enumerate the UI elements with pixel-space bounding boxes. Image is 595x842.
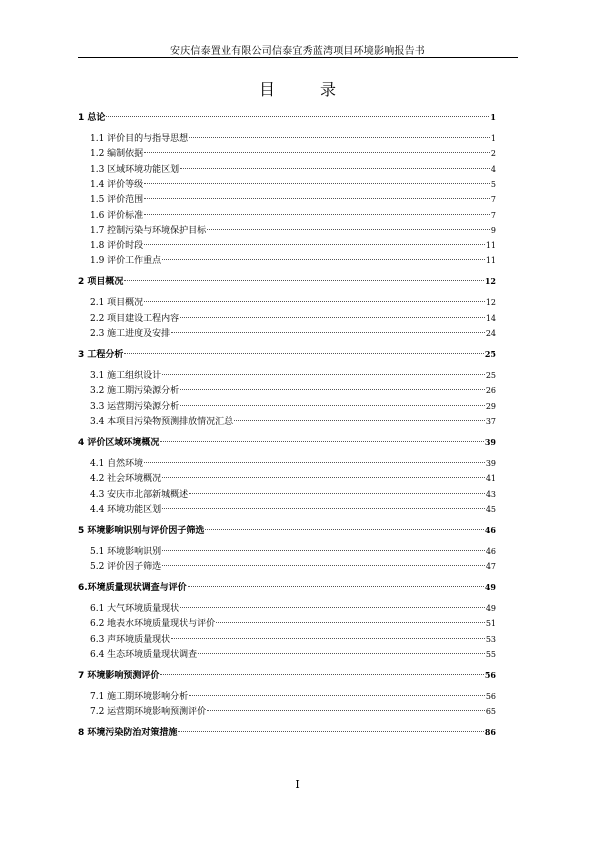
- toc-entry-label: 6.环境质量现状调查与评价: [78, 583, 187, 594]
- toc-entry-page: 46: [484, 524, 496, 535]
- toc-chapter-entry[interactable]: [78, 668, 496, 681]
- toc-entry-page: 55: [485, 650, 496, 659]
- toc-entry-page: 41: [485, 474, 496, 484]
- toc-dot-leader: [207, 229, 490, 230]
- toc-section-entry[interactable]: [90, 208, 496, 221]
- toc-section-entry[interactable]: [90, 456, 496, 469]
- toc-entry-page: 29: [485, 401, 496, 411]
- toc-dot-leader: [180, 405, 485, 406]
- toc-entry-label: 2.3 施工进度及安排: [90, 329, 171, 339]
- toc-dot-leader: [207, 710, 485, 711]
- toc-entry-page: 39: [485, 458, 496, 468]
- toc-entry-page: 1: [490, 134, 496, 143]
- toc-dot-leader: [198, 653, 485, 654]
- toc-section-entry[interactable]: [90, 177, 496, 190]
- page-number: I: [295, 778, 300, 791]
- toc-entry-label: 6.2 地表水环境质量现状与评价: [90, 619, 216, 630]
- toc-dot-leader: [144, 214, 490, 215]
- toc-dot-leader: [189, 695, 485, 696]
- toc-entry-label: 1.6 评价标准: [90, 210, 144, 221]
- toc-dot-leader: [144, 301, 485, 302]
- toc-entry-page: 1: [490, 112, 496, 122]
- toc-entry-label: 3.4 本项目污染物预测排放情况汇总: [90, 416, 234, 427]
- toc-entry-page: 12: [485, 298, 496, 308]
- toc-entry-page: 11: [485, 256, 496, 266]
- toc-section-entry[interactable]: [90, 616, 496, 629]
- toc-dot-leader: [180, 168, 490, 169]
- toc-entry-page: 56: [484, 670, 496, 680]
- toc-entry-label: 2 项目概况: [78, 277, 124, 288]
- toc-entry-page: 86: [484, 727, 496, 738]
- toc-entry-page: 2: [490, 149, 496, 159]
- toc-entry-label: 4 评价区域环境概况: [78, 437, 160, 448]
- toc-entry-page: 49: [485, 604, 496, 614]
- toc-entry-page: 51: [485, 619, 496, 629]
- toc-section-entry[interactable]: [90, 146, 496, 159]
- toc-entry-label: 4.1 自然环境: [90, 458, 144, 469]
- toc-section-entry[interactable]: [90, 689, 496, 702]
- toc-entry-page: 12: [484, 276, 496, 287]
- toc-entry-label: 1.9 评价工作重点: [90, 256, 162, 267]
- toc-entry-page: 56: [485, 692, 496, 701]
- toc-dot-leader: [144, 198, 490, 199]
- toc-section-entry[interactable]: [90, 704, 496, 717]
- toc-section-entry[interactable]: [90, 544, 496, 557]
- toc-dot-leader: [144, 152, 490, 153]
- toc-chapter-entry[interactable]: [78, 347, 496, 360]
- toc-entry-label: 1.1 评价目的与指导思想: [90, 134, 189, 144]
- toc-entry-label: 7.1 施工期环境影响分析: [90, 692, 189, 702]
- toc-entry-page: 46: [485, 546, 496, 556]
- toc-entry-label: 1.5 评价范围: [90, 195, 144, 206]
- toc-dot-leader: [160, 441, 483, 442]
- toc-entry-label: 2.1 项目概况: [90, 298, 144, 309]
- toc-dot-leader: [162, 477, 485, 478]
- toc-entry-page: 7: [490, 210, 496, 220]
- toc-entry-label: 5.1 环境影响识别: [90, 546, 162, 557]
- toc-dot-leader: [205, 529, 483, 530]
- toc-dot-leader: [162, 374, 485, 375]
- toc-entry-label: 3 工程分析: [78, 350, 124, 360]
- toc-section-entry[interactable]: [90, 414, 496, 427]
- toc-entry-label: 5.2 评价因子筛选: [90, 562, 162, 573]
- header-divider: [78, 57, 518, 58]
- toc-section-entry[interactable]: [90, 326, 496, 339]
- toc-entry-label: 4.4 环境功能区划: [90, 504, 162, 515]
- toc-section-entry[interactable]: [90, 311, 496, 324]
- toc-entry-label: 4.2 社会环境概况: [90, 474, 162, 485]
- toc-dot-leader: [162, 550, 485, 551]
- toc-section-entry[interactable]: [90, 223, 496, 236]
- toc-section-entry[interactable]: [90, 253, 496, 266]
- toc-entry-label: 1 总论: [78, 113, 106, 123]
- toc-entry-label: 7 环境影响预测评价: [78, 671, 160, 681]
- toc-section-entry[interactable]: [90, 162, 496, 175]
- toc-section-entry[interactable]: [90, 487, 496, 500]
- toc-dot-leader: [180, 607, 485, 608]
- toc-entry-page: 37: [485, 416, 496, 426]
- toc-dot-leader: [124, 280, 483, 281]
- toc-entry-page: 24: [485, 329, 496, 338]
- toc-chapter-entry[interactable]: [78, 110, 496, 123]
- toc-dot-leader: [106, 116, 489, 117]
- toc-entry-label: 6.3 声环境质量现状: [90, 634, 171, 645]
- toc-entry-label: 8 环境污染防治对策措施: [78, 728, 178, 739]
- toc-dot-leader: [124, 353, 483, 354]
- toc-entry-page: 47: [485, 562, 496, 572]
- toc-dot-leader: [144, 244, 485, 245]
- toc-section-entry[interactable]: [90, 368, 496, 381]
- toc-section-entry[interactable]: [90, 601, 496, 614]
- toc-entry-page: 43: [485, 489, 496, 499]
- toc-entry-label: 5 环境影响识别与评价因子筛选: [78, 525, 205, 536]
- toc-dot-leader: [160, 674, 483, 675]
- toc-entry-label: 6.4 生态环境质量现状调查: [90, 650, 198, 660]
- toc-section-entry[interactable]: [90, 559, 496, 572]
- toc-entry-label: 3.2 施工期污染源分析: [90, 386, 180, 397]
- toc-entry-label: 3.3 运营期污染源分析: [90, 401, 180, 412]
- toc-dot-leader: [189, 493, 485, 494]
- toc-section-entry[interactable]: [90, 632, 496, 645]
- toc-entry-label: 1.2 编制依据: [90, 149, 144, 160]
- toc-title: 目 录: [258, 80, 357, 99]
- toc-dot-leader: [162, 259, 485, 260]
- toc-entry-page: 5: [490, 179, 496, 189]
- toc-chapter-entry[interactable]: [78, 435, 496, 448]
- toc-section-entry[interactable]: [90, 502, 496, 515]
- toc-dot-leader: [144, 183, 490, 184]
- toc-chapter-entry[interactable]: [78, 725, 496, 738]
- toc-entry-page: 39: [484, 436, 496, 447]
- toc-entry-label: 1.7 控制污染与环境保护目标: [90, 225, 207, 236]
- toc-entry-page: 9: [490, 225, 496, 235]
- toc-entry-page: 14: [485, 313, 496, 323]
- toc-entry-page: 25: [485, 371, 496, 380]
- toc-entry-page: 45: [485, 504, 496, 514]
- toc-dot-leader: [162, 508, 485, 509]
- toc-chapter-entry[interactable]: [78, 580, 496, 593]
- toc-section-entry[interactable]: [90, 238, 496, 251]
- toc-section-entry[interactable]: [90, 383, 496, 396]
- toc-chapter-entry[interactable]: [78, 274, 496, 287]
- toc-entry-page: 49: [484, 582, 496, 593]
- toc-entry-label: 4.3 安庆市北部新城概述: [90, 489, 189, 500]
- toc-entry-page: 53: [485, 634, 496, 644]
- running-header: 安庆信泰置业有限公司信泰宜秀蓝湾项目环境影响报告书: [170, 46, 425, 57]
- toc-entry-page: 25: [484, 349, 496, 359]
- toc-entry-label: 1.3 区域环境功能区划: [90, 164, 180, 175]
- toc-entry-label: 1.4 评价等级: [90, 179, 144, 190]
- toc-section-entry[interactable]: [90, 295, 496, 308]
- toc-entry-label: 7.2 运营期环境影响预测评价: [90, 707, 207, 718]
- toc-entry-page: 7: [490, 195, 496, 205]
- toc-chapter-entry[interactable]: [78, 523, 496, 536]
- toc-dot-leader: [162, 565, 485, 566]
- toc-section-entry[interactable]: [90, 192, 496, 205]
- toc-dot-leader: [234, 420, 485, 421]
- toc-dot-leader: [171, 332, 485, 333]
- toc-section-entry[interactable]: [90, 131, 496, 144]
- toc-entry-page: 11: [485, 241, 496, 251]
- toc-dot-leader: [188, 586, 484, 587]
- toc-dot-leader: [178, 731, 483, 732]
- toc-dot-leader: [216, 622, 485, 623]
- toc-dot-leader: [144, 462, 485, 463]
- toc-dot-leader: [180, 317, 485, 318]
- toc-entry-label: 3.1 施工组织设计: [90, 371, 162, 381]
- toc-section-entry[interactable]: [90, 399, 496, 412]
- toc-dot-leader: [171, 638, 485, 639]
- toc-section-entry[interactable]: [90, 471, 496, 484]
- toc-entry-label: 2.2 项目建设工程内容: [90, 313, 180, 324]
- toc-dot-leader: [180, 389, 485, 390]
- toc-entry-label: 1.8 评价时段: [90, 241, 144, 252]
- toc-dot-leader: [189, 137, 490, 138]
- toc-entry-page: 26: [485, 386, 496, 396]
- toc-entry-page: 65: [485, 707, 496, 717]
- toc-entry-page: 4: [490, 164, 496, 174]
- toc-entry-label: 6.1 大气环境质量现状: [90, 604, 180, 615]
- toc-section-entry[interactable]: [90, 647, 496, 660]
